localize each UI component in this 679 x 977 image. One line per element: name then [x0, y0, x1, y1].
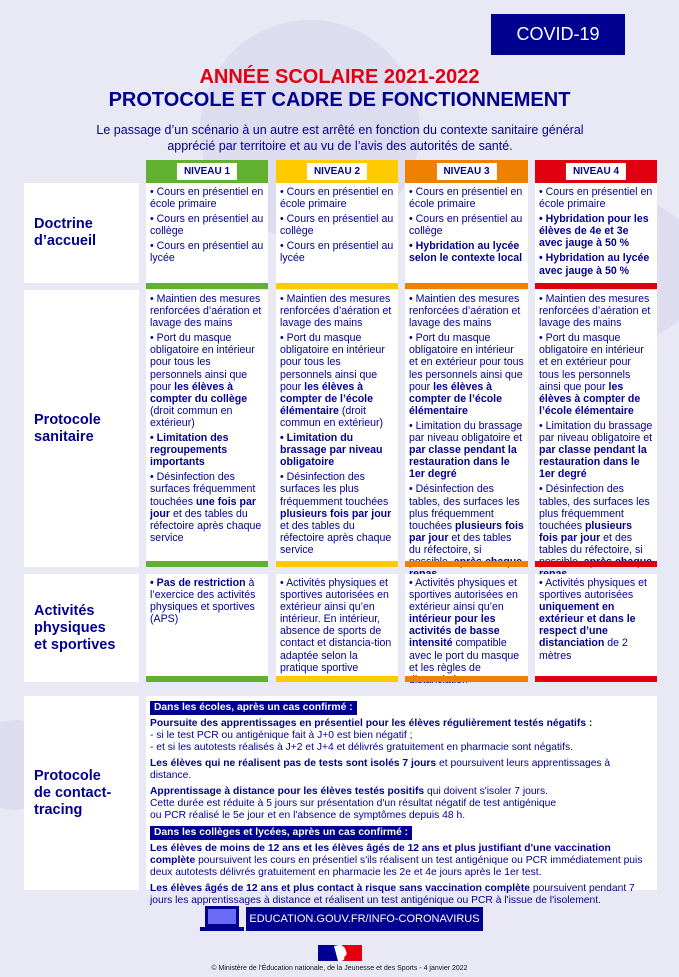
schools-p1-bold: Poursuite des apprentissages en présentiel pour les élèves régulièrement testés négatifs : [150, 718, 593, 729]
bullet-text: • Cours en présentiel en école primaire [280, 186, 394, 211]
bullet-item [539, 577, 653, 662]
cell-aps-niveau-1 [146, 574, 268, 676]
bullet-text-bold: intérieur pour les activités de basse intensité [409, 613, 500, 650]
bullet-text: (droit commun en extérieur) [280, 404, 384, 429]
bullet-text: • Désinfection des surfaces les plus fréquemment touchées [280, 471, 389, 508]
bullet-text: • Maintien des mesures renforcées d’aération et lavage des mains [280, 293, 392, 330]
cell-aps-niveau-2 [276, 574, 398, 676]
label-line: d’accueil [34, 233, 97, 249]
bullet-item [409, 332, 524, 417]
level-header-1 [146, 160, 268, 183]
label-line: Protocole [34, 767, 101, 784]
cell-sanitaire-niveau-3 [405, 290, 528, 561]
bullet-item [409, 186, 524, 210]
level-label: NIVEAU 1 [177, 163, 237, 180]
bullet-text: • Maintien des mesures renforcées d’aération et lavage des mains [150, 293, 262, 330]
bullet-item [280, 293, 394, 329]
bullet-text: • Cours en présentiel au collège [150, 213, 264, 238]
bullet-text: • Cours en présentiel au collège [409, 213, 523, 238]
bullet-text-bold: une fois par jour [150, 495, 256, 520]
schools-p3-line: Cette durée est réduite à 5 jours sur présentation d'un résultat négatif de test antigénique [150, 798, 557, 809]
bullet-text: et des tables du réfectoire après chaque service [280, 519, 392, 556]
bullet-text: et des tables du réfectoire, si [409, 531, 512, 556]
level-color-bar [535, 676, 657, 682]
level-color-bar [405, 676, 528, 682]
schools-paragraph-2 [150, 758, 653, 782]
bullet-text: de 2 mètres [539, 637, 628, 662]
label-line: tracing [34, 801, 83, 818]
bullet-text: • Cours en présentiel au lycée [280, 240, 394, 265]
cell-doctrine-niveau-2 [276, 183, 398, 283]
bullet-item [280, 332, 394, 429]
level-color-bar [146, 283, 268, 289]
cell-doctrine-niveau-1 [146, 183, 268, 283]
bullet-text-bold: les élèves à compter de l’école élémentaire [280, 380, 374, 417]
level-header-2 [276, 160, 398, 183]
cell-sanitaire-niveau-4 [535, 290, 657, 561]
colleges-paragraph-1 [150, 843, 653, 879]
bullet-text: • Limitation du brassage par niveau obligatoire et [409, 419, 523, 445]
label-line: physiques [34, 619, 106, 636]
bullet-text-bold: • Hybridation pour les élèves de 4e et 3e avec jauge à 50 % [539, 213, 649, 250]
bullet-text: • Maintien des mesures renforcées d’aération et lavage des mains [409, 293, 521, 330]
bullet-text-bold: les élèves à compter de l’école élémentaire [539, 380, 641, 417]
bullet-item [150, 577, 264, 625]
label-line: Doctrine [34, 216, 93, 232]
cell-aps-niveau-3 [405, 574, 528, 676]
bullet-item [539, 213, 653, 249]
bullet-text: • Cours en présentiel en école primaire [150, 186, 264, 211]
bullet-text: • Maintien des mesures renforcées d’aération et lavage des mains [539, 293, 651, 330]
bullet-item [150, 471, 264, 544]
bullet-item [409, 420, 524, 480]
row-label-sanitaire [24, 290, 139, 567]
bullet-item [539, 252, 653, 276]
bullet-text: et des tables du réfectoire après chaque service [150, 507, 262, 544]
schools-p1-line: - et si les autotests réalisés à J+2 et J+4 et délivrés gratuitement en pharmacie sont négatifs. [150, 742, 573, 753]
schools-p3-line: ou PCR réalisé le 5e jour et en l'absence de symptômes depuis 48 h. [150, 810, 466, 821]
bullet-item [409, 293, 524, 329]
bullet-item [409, 240, 524, 264]
bullet-text: • Activités physiques et sportives autorisées en extérieur ainsi qu’en [409, 577, 518, 614]
bullet-text: • Cours en présentiel au collège [280, 213, 394, 238]
colleges-p2-text: poursuivent pendant 7 jours les apprentissages à distance et réalisent un test antigénique ou PCR à l'issue de l'isolement. [150, 883, 635, 906]
title-protocol: PROTOCOLE ET CADRE DE FONCTIONNEMENT [108, 89, 571, 111]
level-color-bar [535, 561, 657, 567]
bullet-item [280, 213, 394, 237]
bullet-text-bold: • Limitation des regroupements importants [150, 432, 229, 469]
bullet-item [280, 577, 394, 674]
subtitle [60, 122, 620, 154]
cell-sanitaire-niveau-2 [276, 290, 398, 561]
info-url-link[interactable]: EDUCATION.GOUV.FR/INFO-CORONAVIRUS [246, 907, 483, 931]
bullet-text: • Limitation du brassage par niveau obligatoire et [539, 419, 653, 445]
schools-p2-text: et poursuivent leurs apprentissages à distance. [150, 758, 611, 781]
level-color-bar [146, 561, 268, 567]
copyright: © Ministère de l’Éducation nationale, de la Jeunesse et des Sports - 4 janvier 2022 [211, 965, 468, 972]
bullet-text: • Activités physiques et sportives autorisées [539, 577, 647, 602]
bullet-text-bold: uniquement en extérieur et dans le respect d’une distanciation [539, 601, 636, 650]
level-color-bar [535, 283, 657, 289]
bullet-text: • Désinfection des tables, des surfaces les plus fréquemment touchées [539, 483, 650, 532]
schools-p2-bold: Les élèves qui ne réalisent pas de tests sont isolés 7 jours [150, 758, 437, 769]
title-year: ANNÉE SCOLAIRE 2021-2022 [199, 66, 480, 88]
level-color-bar [146, 676, 268, 682]
bullet-text-bold: • Pas de restriction [150, 577, 246, 589]
bullet-text-bold: • Hybridation au lycée selon le contexte local [409, 240, 523, 265]
bullet-item [280, 186, 394, 210]
row-label-contact [24, 696, 139, 890]
bullet-item [409, 213, 524, 237]
level-color-bar [405, 561, 528, 567]
schools-p1-line: - si le test PCR ou antigénique fait à J+0 est bien négatif ; [150, 730, 413, 741]
bullet-text: • Port du masque obligatoire en intérieur et en extérieur pour tous les personnels ainsi que pour [409, 332, 524, 393]
bullet-item [539, 293, 653, 329]
label-line: sanitaire [34, 428, 94, 445]
level-header-3 [405, 160, 528, 183]
bullet-text-bold: par classe pendant la restauration dans le 1er degré [409, 444, 517, 481]
label-line: de contact- [34, 784, 112, 801]
bullet-text-bold: plusieurs fois par jour [409, 519, 524, 544]
colleges-p1-text: poursuivent les cours en présentiel s'ils réalisent un test antigénique ou PCR immédiatement puis deux autotests délivrés gratuitement en pharmacie les 2e et 4e jours après le 1er test. [150, 855, 643, 878]
cell-sanitaire-niveau-1 [146, 290, 268, 561]
schools-paragraph-1 [150, 718, 653, 754]
bullet-text: • Cours en présentiel en école primaire [539, 186, 653, 211]
contact-tracing-panel [146, 696, 657, 906]
bullet-text: • Port du masque obligatoire en intérieur et en extérieur pour tous les personnels ainsi que pour [539, 332, 644, 393]
subtitle-line: Le passage d’un scénario à un autre est arrêté en fonction du contexte sanitaire général [96, 123, 584, 137]
label-line: et sportives [34, 636, 116, 653]
bullet-item [150, 432, 264, 468]
level-color-bar [276, 676, 398, 682]
bullet-text: • Désinfection des surfaces fréquemment touchées [150, 471, 256, 508]
bullet-item [280, 432, 394, 468]
colleges-p2-bold: Les élèves âgés de 12 ans et plus contact à risque sans vaccination complète [150, 883, 531, 894]
subtitle-line: apprécié par territoire et au vu de l’avis des autorités de santé. [167, 139, 513, 153]
laptop-icon [200, 905, 244, 938]
label-line: Activités [34, 602, 95, 619]
label-line: Protocole [34, 411, 101, 428]
bullet-item [150, 332, 264, 429]
bullet-text: compatible avec le port du masque et les règles de [409, 637, 520, 674]
schools-paragraph-3 [150, 786, 653, 822]
level-label: NIVEAU 3 [436, 163, 496, 180]
cell-doctrine-niveau-3 [405, 183, 528, 283]
bullet-text: • Cours en présentiel au lycée [150, 240, 264, 265]
bullet-text: (droit commun en extérieur) [150, 404, 233, 429]
cell-doctrine-niveau-4 [535, 183, 657, 283]
level-color-bar [276, 561, 398, 567]
colleges-paragraph-2 [150, 883, 653, 907]
bullet-text-bold: • Hybridation au lycée avec jauge à 50 % [539, 252, 650, 277]
level-color-bar [276, 283, 398, 289]
bullet-text-bold: • Limitation du brassage par niveau obligatoire [280, 432, 383, 469]
schools-header: Dans les écoles, après un cas confirmé : [150, 701, 357, 715]
bullet-item [150, 213, 264, 237]
row-label-aps [24, 574, 139, 682]
schools-p3-bold: Apprentissage à distance pour les élèves testés positifs [150, 786, 425, 797]
bullet-text: • Activités physiques et sportives autorisées en extérieur ainsi qu’en intérieur. En intérieur, absence de sports de contact et distancia-tion adaptée selon la pratique sportive [280, 577, 392, 674]
row-label-doctrine [24, 183, 139, 283]
level-label: NIVEAU 4 [566, 163, 626, 180]
bullet-text-bold: les élèves à compter du collège [150, 380, 248, 405]
bullet-item [539, 420, 653, 480]
level-header-4 [535, 160, 657, 183]
colleges-header: Dans les collèges et lycées, après un cas confirmé : [150, 826, 412, 840]
bullet-item [409, 577, 524, 686]
level-label: NIVEAU 2 [307, 163, 367, 180]
bullet-item [539, 186, 653, 210]
covid-badge: COVID-19 [491, 14, 625, 55]
schools-p3-text: qui doivent s'isoler 7 jours. [424, 786, 548, 797]
bullet-item [150, 240, 264, 264]
colleges-p1-bold: Les élèves de moins de 12 ans et les élèves âgés de 12 ans et plus justifiant d'une vaccination complète [150, 843, 611, 866]
bullet-text-bold: les élèves à compter de l’école élémentaire [409, 380, 503, 417]
bullet-text: • Port du masque obligatoire en intérieur pour tous les personnels ainsi que pour [280, 332, 385, 393]
bullet-item [150, 186, 264, 210]
bullet-text: • Port du masque obligatoire en intérieur pour tous les personnels ainsi que pour [150, 332, 255, 393]
bullet-text: • Cours en présentiel en école primaire [409, 186, 523, 211]
level-color-bar [405, 283, 528, 289]
bullet-text: à l’exercice des activités physiques et sportives (APS) [150, 577, 256, 626]
bullet-text-bold: plusieurs fois par jour [539, 519, 633, 544]
cell-aps-niveau-4 [535, 574, 657, 676]
bullet-text: • Désinfection des tables, des surfaces les plus fréquemment touchées [409, 483, 520, 532]
bullet-item [280, 471, 394, 556]
bullet-item [280, 240, 394, 264]
bullet-text-bold: par classe pendant la restauration dans le 1er degré [539, 444, 647, 481]
bullet-item [539, 332, 653, 417]
bullet-item [150, 293, 264, 329]
bullet-text-bold: plusieurs fois par jour [280, 507, 392, 520]
bullet-text: et des tables du réfectoire, si [539, 531, 643, 556]
